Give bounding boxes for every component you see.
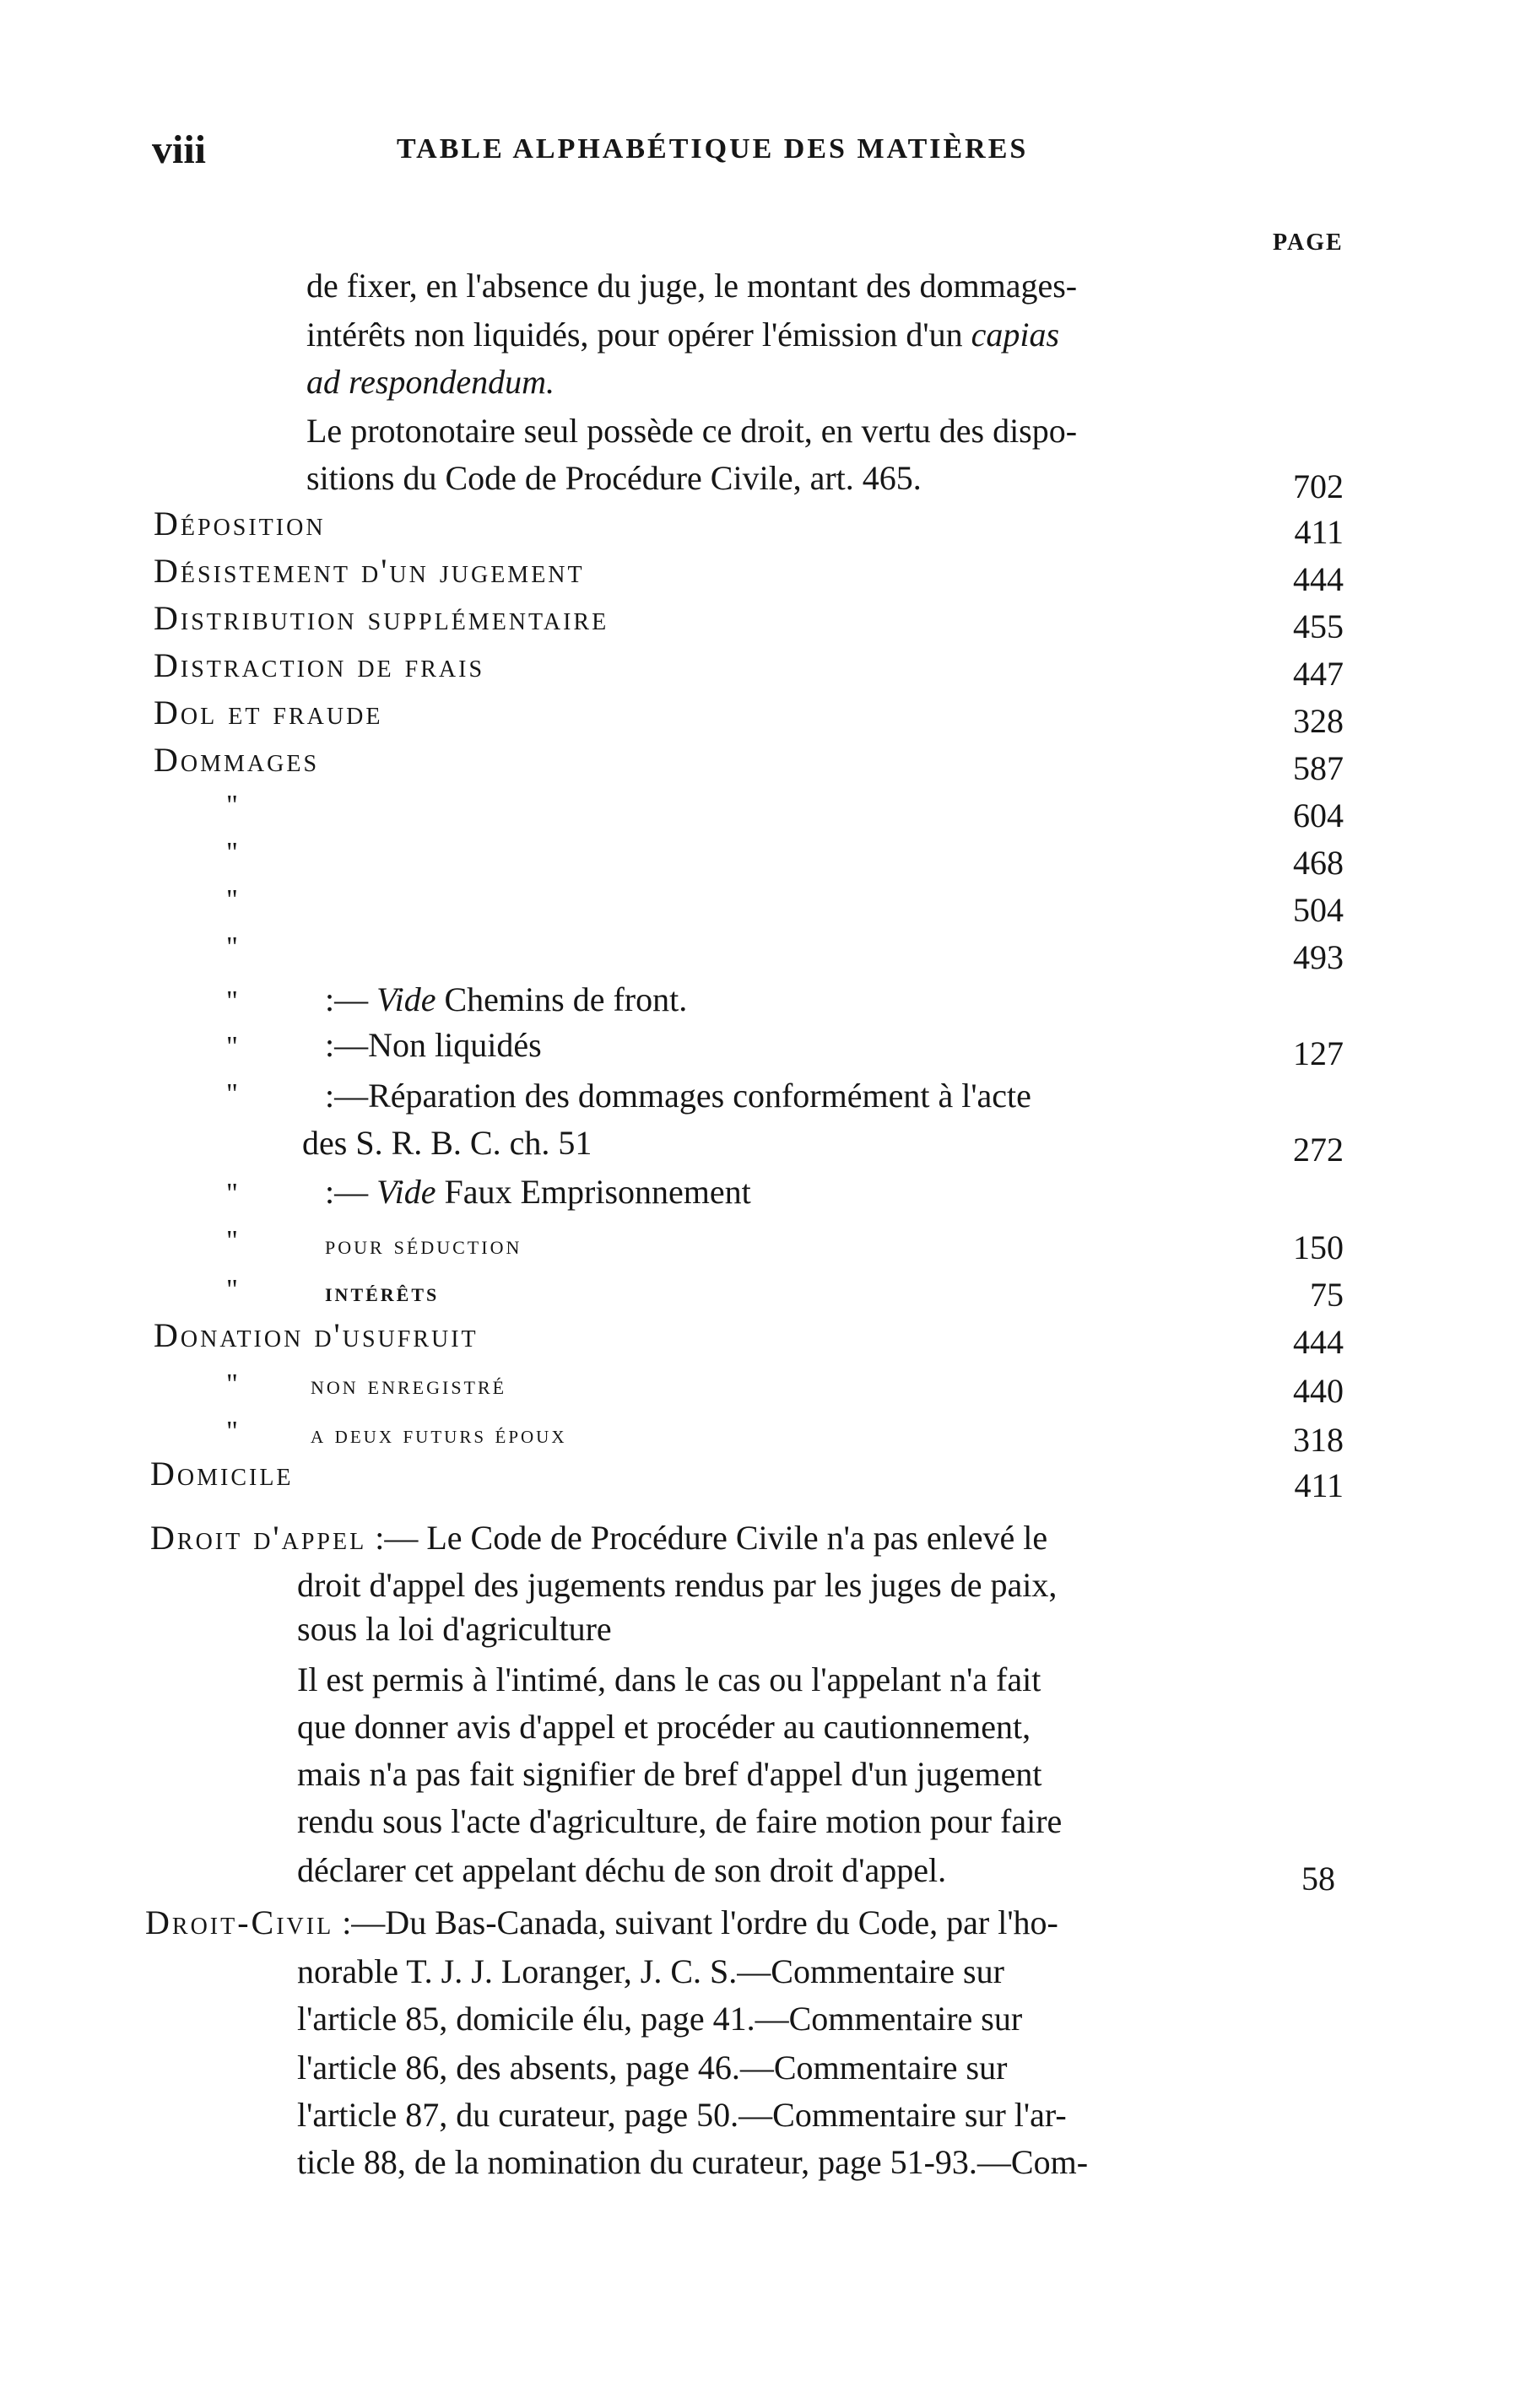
dommages-non-liquides-page: 127 [1293, 1034, 1344, 1072]
droit-appel-page: 58 [1301, 1860, 1335, 1898]
continuation-line-1: de fixer, en l'absence du juge, le montant des dommages- [306, 267, 1078, 305]
dommages-reparation-line-2: des S. R. B. C. ch. 51 [302, 1124, 592, 1162]
dommages-interets-page: 75 [1310, 1276, 1344, 1314]
droit-appel-line-2: droit d'appel des jugements rendus par les juges de paix, [297, 1566, 1058, 1604]
ditto-mark: " [226, 790, 238, 821]
droit-appel-line-8: déclarer cet appelant déchu de son droit d'appel. [297, 1851, 947, 1889]
continuation-line-2-text: intérêts non liquidés, pour opérer l'émission d'un [306, 316, 971, 354]
dommages-page-3: 468 [1293, 844, 1344, 882]
droit-appel-line-5: que donner avis d'appel et procéder au cautionnement, [297, 1708, 1031, 1746]
droit-civil-line-4: l'article 86, des absents, page 46.—Commentaire sur [297, 2049, 1008, 2087]
droit-appel-line-7: rendu sous l'acte d'agriculture, de faire motion pour faire [297, 1802, 1063, 1840]
dommages-interets: intérêts [325, 1277, 440, 1307]
continuation-line-2 [306, 316, 1059, 354]
entry-droit-civil-text: :—Du Bas-Canada, suivant l'ordre du Code, par l'ho- [333, 1903, 1058, 1941]
entry-domicile: Domicile [150, 1455, 294, 1493]
entry-donation: Donation d'usufruit [154, 1316, 479, 1354]
continuation-italic-ad-respondendum: ad respondendum. [306, 363, 555, 401]
donation-non-enregistre-page: 440 [1293, 1372, 1344, 1410]
dommages-vide-faux [325, 1173, 751, 1212]
entry-droit-appel-line-1 [150, 1519, 1047, 1558]
entry-domicile-page: 411 [1294, 1466, 1344, 1504]
entry-distribution: Distribution supplémentaire [154, 599, 609, 637]
running-title: TABLE ALPHABÉTIQUE DES MATIÈRES [397, 133, 1029, 165]
dommages-reparation-line-1: :—Réparation des dommages conformément à l'acte [325, 1077, 1031, 1115]
entry-droit-civil-line-1 [145, 1903, 1058, 1942]
dommages-vide-chemins [325, 980, 687, 1019]
ditto-mark: " [226, 1031, 238, 1062]
dommages-seduction-page: 150 [1293, 1228, 1344, 1266]
entry-desistement-page: 444 [1293, 560, 1344, 598]
entry-dommages-page: 587 [1293, 749, 1344, 787]
continuation-line-4: Le protonotaire seul possède ce droit, en vertu des dispo- [306, 412, 1078, 450]
dommages-vide-chemins-vide: Vide [376, 980, 436, 1018]
entry-droit-civil-label: Droit-Civil [145, 1903, 334, 1941]
folio: viii [152, 127, 207, 172]
droit-civil-line-6: ticle 88, de la nomination du curateur, page 51-93.—Com- [297, 2143, 1089, 2181]
dommages-non-liquides: :—Non liquidés [325, 1026, 542, 1064]
droit-appel-line-6: mais n'a pas fait signifier de bref d'appel d'un jugement [297, 1755, 1042, 1793]
dommages-vide-faux-vide: Vide [376, 1173, 436, 1211]
donation-non-enregistre: non enregistré [311, 1369, 507, 1400]
donation-deux-futurs-epoux-page: 318 [1293, 1421, 1344, 1459]
entry-distraction-page: 447 [1293, 655, 1344, 693]
ditto-mark: " [226, 985, 238, 1017]
donation-deux-futurs-epoux: a deux futurs époux [311, 1421, 567, 1449]
droit-civil-line-5: l'article 87, du curateur, page 50.—Commentaire sur l'ar- [297, 2096, 1067, 2134]
dommages-vide-chemins-text: Chemins de front. [435, 980, 688, 1018]
continuation-line-5: sitions du Code de Procédure Civile, art. 465. [306, 459, 922, 497]
entry-droit-appel-label: Droit d'appel [150, 1519, 367, 1557]
dommages-vide-chemins-prefix: :— [325, 980, 377, 1018]
entry-distribution-page: 455 [1293, 607, 1344, 645]
dommages-page-5: 493 [1293, 938, 1344, 976]
entry-donation-page: 444 [1293, 1323, 1344, 1361]
ditto-mark: " [226, 931, 238, 963]
continuation-italic-capias: capias [971, 316, 1060, 354]
entry-desistement: Désistement d'un jugement [154, 552, 585, 590]
dommages-reparation-page: 272 [1293, 1131, 1344, 1169]
entry-droit-appel-text: :— Le Code de Procédure Civile n'a pas enlevé le [366, 1519, 1048, 1557]
dommages-vide-faux-prefix: :— [325, 1173, 377, 1211]
dommages-page-4: 504 [1293, 891, 1344, 929]
entry-deposition: Déposition [154, 505, 326, 543]
dommages-page-2: 604 [1293, 796, 1344, 834]
ditto-mark: " [226, 1078, 238, 1110]
ditto-mark: " [226, 1274, 238, 1305]
ditto-mark: " [226, 1416, 238, 1447]
ditto-mark: " [226, 1178, 238, 1209]
entry-deposition-page: 411 [1294, 513, 1344, 551]
page-column-label: PAGE [1273, 229, 1344, 256]
entry-dol: Dol et fraude [154, 694, 383, 732]
droit-appel-line-4: Il est permis à l'intimé, dans le cas ou l'appelant n'a fait [297, 1660, 1041, 1698]
ditto-mark: " [226, 1369, 238, 1400]
ditto-mark: " [226, 837, 238, 868]
entry-distraction: Distraction de frais [154, 646, 485, 684]
droit-civil-line-3: l'article 85, domicile élu, page 41.—Commentaire sur [297, 2000, 1023, 2038]
dommages-vide-faux-text: Faux Emprisonnement [435, 1173, 751, 1211]
dommages-seduction: pour séduction [325, 1229, 522, 1260]
ditto-mark: " [226, 1225, 238, 1256]
droit-appel-line-3: sous la loi d'agriculture [297, 1610, 612, 1648]
continuation-page: 702 [1293, 467, 1344, 505]
continuation-line-3 [306, 363, 555, 402]
droit-civil-line-2: norable T. J. J. Loranger, J. C. S.—Commentaire sur [297, 1952, 1004, 1990]
entry-dol-page: 328 [1293, 702, 1344, 740]
ditto-mark: " [226, 884, 238, 915]
entry-dommages: Dommages [154, 741, 320, 779]
running-head [152, 127, 1350, 177]
